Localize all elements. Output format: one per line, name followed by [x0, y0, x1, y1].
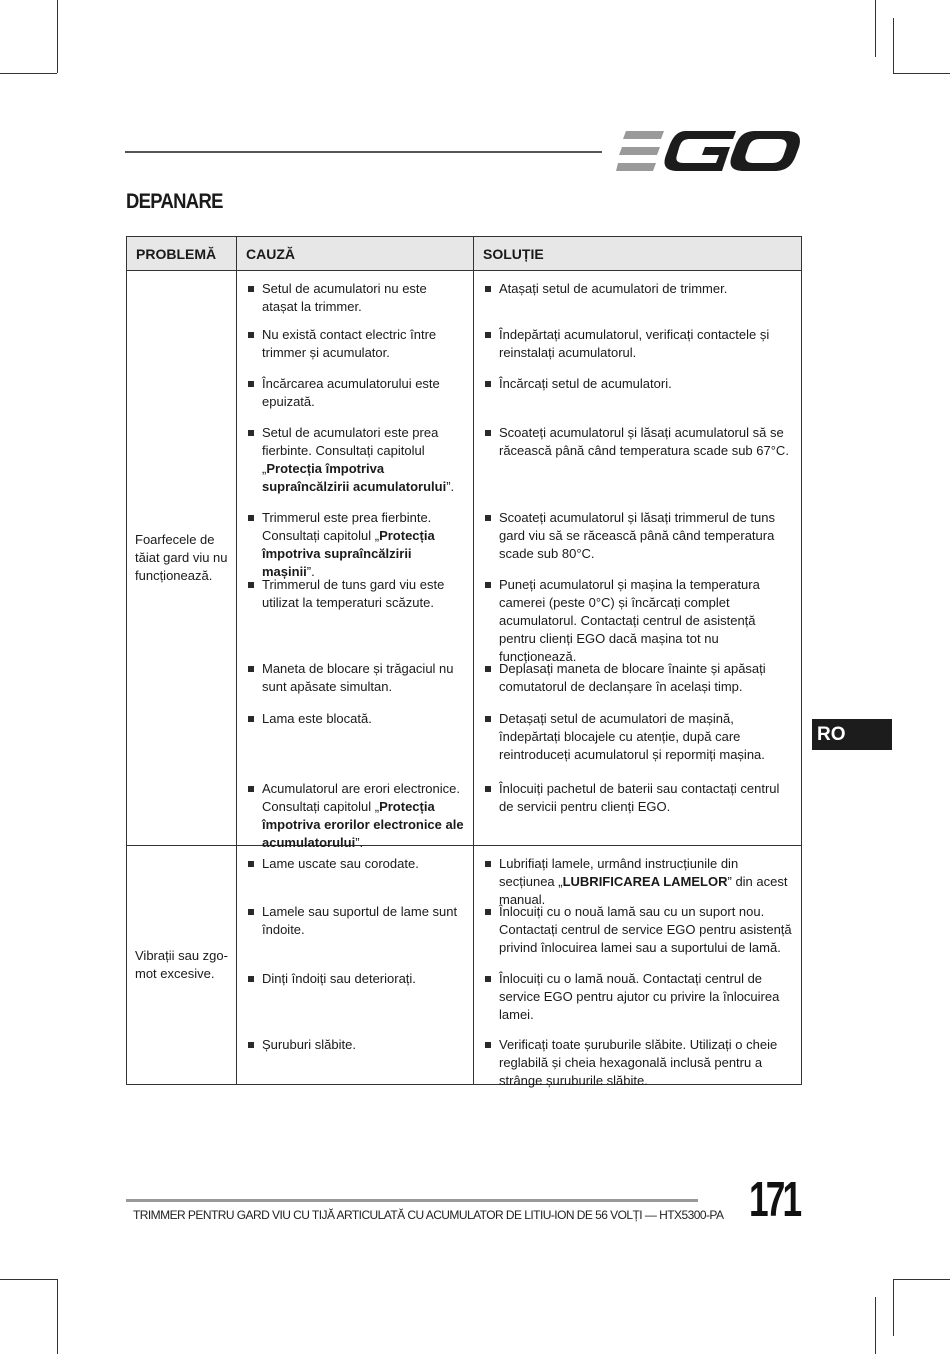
- text-segment: Setul de acumulatori nu este atașat la trimmer.: [262, 281, 427, 314]
- text-segment: Trimmerul de tuns gard viu este utilizat la temperaturi scăzute.: [262, 577, 445, 610]
- problem-cell: Foarfecele de tăiat gard viu nu funcționează.: [127, 271, 237, 846]
- solution-cell: [474, 846, 802, 1088]
- cause-item: [237, 654, 473, 704]
- cause-item: [237, 774, 473, 850]
- text-segment: Lamele sau suportul de lame sunt îndoite.: [262, 904, 458, 937]
- text-segment: Îndepărtați acumulatorul, verificați contactele și reinstalați acumulatorul.: [499, 327, 770, 360]
- crop-mark: [893, 1279, 950, 1280]
- text-segment: ” din acest manual.: [499, 874, 788, 907]
- solution-item: [474, 704, 801, 774]
- solution-item: [474, 271, 801, 320]
- cause-item: [237, 418, 473, 503]
- page-title: DEPANARE: [126, 190, 223, 213]
- header-problem: PROBLEMĂ: [127, 237, 237, 271]
- solution-item: [474, 320, 801, 369]
- text-segment: Setul de acumulatori este prea fierbinte. Consultați capitolul „: [262, 425, 439, 476]
- crop-mark: [893, 1279, 894, 1336]
- text-segment: Înlocuiți pachetul de baterii sau contactați centrul de servicii pentru clienți EGO.: [499, 781, 780, 814]
- solution-item: [474, 503, 801, 570]
- header-rule: [125, 151, 602, 153]
- cause-item: [237, 897, 473, 964]
- text-segment: Lame uscate sau corodate.: [262, 856, 419, 871]
- crop-mark: [0, 1279, 57, 1280]
- text-segment: Detașați setul de acumulatori de mașină, îndepărtați blocajele cu atenție, după care reintroduceți acumulatorul și repormiți mașina.: [499, 711, 765, 762]
- cause-item: [237, 369, 473, 418]
- text-segment: Încărcarea acumulatorului este epuizată.: [262, 376, 440, 409]
- crop-mark: [57, 0, 58, 73]
- cause-item: [237, 1030, 473, 1084]
- crop-mark: [893, 18, 894, 73]
- page-number: 171: [749, 1173, 800, 1227]
- text-segment: Puneți acumulatorul și mașina la temperatura camerei (peste 0°C) și încărcați complet acumulatorul. Contactați centrul de asistență pentru clienți EGO dacă mașina tot nu funcționează.: [499, 577, 760, 664]
- crop-mark: [0, 73, 57, 74]
- text-segment: Atașați setul de acumulatori de trimmer.: [499, 281, 728, 296]
- text-segment: Protecția împotriva supraîncălzirii acumulatorului: [262, 461, 447, 494]
- text-segment: ”.: [355, 835, 364, 850]
- crop-mark: [57, 1279, 58, 1354]
- solution-item: [474, 570, 801, 664]
- crop-mark: [893, 73, 950, 74]
- solution-list: [474, 846, 801, 1088]
- solution-cell: [474, 271, 802, 846]
- solution-item: [474, 369, 801, 418]
- cause-item: [237, 570, 473, 654]
- text-segment: Șuruburi slăbite.: [262, 1037, 356, 1052]
- text-segment: Trimmerul este prea fierbinte. Consultați capitolul „: [262, 510, 432, 543]
- solution-item: [474, 897, 801, 964]
- text-segment: Nu există contact electric între trimmer și acumulator.: [262, 327, 437, 360]
- cause-list: [237, 271, 473, 850]
- solution-item: [474, 964, 801, 1030]
- text-segment: Protecția împotriva erorilor electronice ale acumulatorului: [262, 799, 464, 850]
- text-segment: Înlocuiți cu o nouă lamă sau cu un suport nou. Contactați centrul de service EGO pentru asistență privind înlocuirea lamei sau a suportului de lamă.: [499, 904, 792, 955]
- footer-text: TRIMMER PENTRU GARD VIU CU TIJĂ ARTICULATĂ CU ACUMULATOR DE LITIU-ION DE 56 VOLȚI — HTX5300-PA: [133, 1208, 724, 1222]
- text-segment: Verificați toate șuruburile slăbite. Utilizați o cheie reglabilă și cheia hexagonală inclusă pentru a strânge șuruburile slăbite.: [499, 1037, 778, 1088]
- cause-item: [237, 320, 473, 369]
- cause-item: [237, 846, 473, 897]
- text-segment: Lama este blocată.: [262, 711, 372, 726]
- solution-item: [474, 846, 801, 907]
- text-segment: Deplasați maneta de blocare înainte și apăsați comutatorul de declanșare în același timp.: [499, 661, 766, 694]
- ego-logo: [616, 128, 800, 174]
- text-segment: Scoateți acumulatorul și lăsați trimmerul de tuns gard viu să se răcească până când temperatura scade sub 80°C.: [499, 510, 776, 561]
- text-segment: Înlocuiți cu o lamă nouă. Contactați centrul de service EGO pentru ajutor cu privire la înlocuirea lamei.: [499, 971, 780, 1022]
- language-tab: RO: [812, 719, 892, 750]
- text-segment: Dinți îndoiți sau deteriorați.: [262, 971, 416, 986]
- text-segment: ”.: [306, 564, 315, 579]
- cause-item: [237, 704, 473, 774]
- text-segment: ”.: [446, 479, 455, 494]
- text-segment: Protecția împotriva supraîncălzirii mașinii: [262, 528, 435, 579]
- crop-mark: [875, 1297, 876, 1354]
- table-header-row: [127, 237, 802, 271]
- text-segment: Acumulatorul are erori electronice. Consultați capitolul „: [262, 781, 460, 814]
- text-segment: Scoateți acumulatorul și lăsați acumulatorul să se răcească până când temperatura scade sub 67°C.: [499, 425, 789, 458]
- header-solution: SOLUȚIE: [474, 237, 802, 271]
- problem-cell: Vibrații sau zgo-mot excesive.: [127, 846, 237, 1085]
- cause-item: [237, 271, 473, 320]
- solution-item: [474, 418, 801, 503]
- solution-item: [474, 1030, 801, 1088]
- troubleshooting-table: [126, 236, 802, 1088]
- table-row: [127, 271, 802, 846]
- cause-cell: [237, 846, 474, 1085]
- cause-cell: [237, 271, 474, 850]
- header-cause: CAUZĂ: [237, 237, 474, 271]
- crop-mark: [875, 0, 876, 57]
- text-segment: Încărcați setul de acumulatori.: [499, 376, 672, 391]
- solution-item: [474, 774, 801, 845]
- table-row: [127, 846, 802, 1085]
- solution-list: [474, 271, 801, 845]
- solution-item: [474, 654, 801, 704]
- text-segment: LUBRIFICAREA LAMELOR: [562, 874, 728, 889]
- cause-item: [237, 964, 473, 1030]
- cause-list: [237, 846, 473, 1084]
- text-segment: Lubrifiați lamele, urmând instrucțiunile din secțiunea „: [499, 856, 739, 889]
- cause-item: [237, 503, 473, 579]
- text-segment: Maneta de blocare și trăgaciul nu sunt apăsate simultan.: [262, 661, 454, 694]
- footer-rule: [126, 1199, 698, 1202]
